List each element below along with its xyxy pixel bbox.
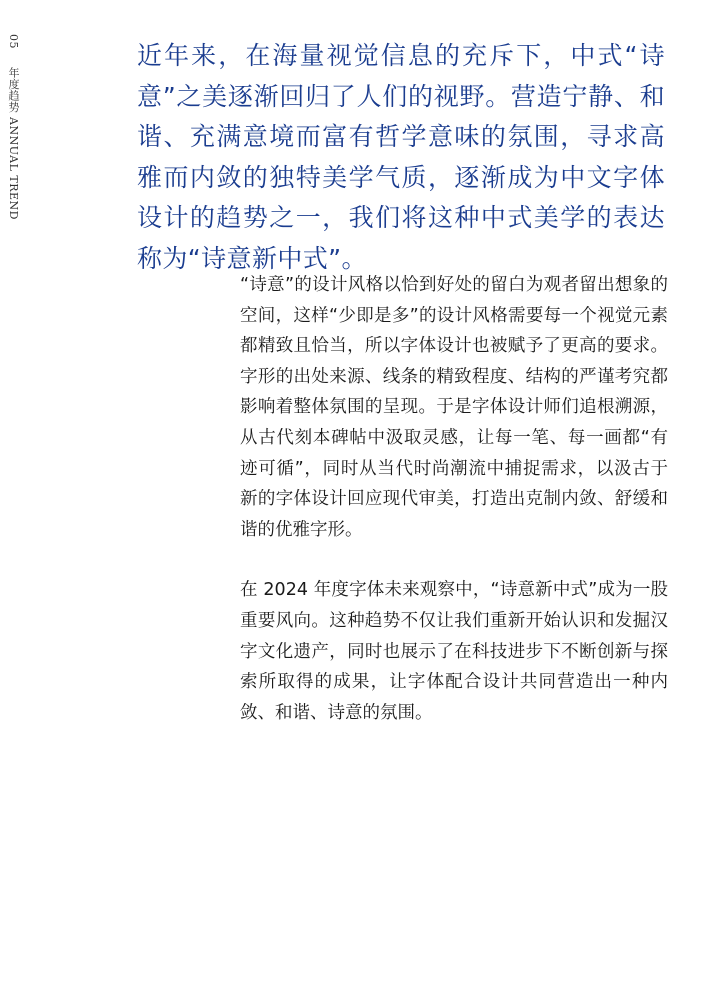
section-label: 年度趋势 ANNUAL TREND bbox=[7, 67, 20, 220]
page-number: 05 bbox=[7, 34, 20, 49]
body-paragraph-1: “诗意”的设计风格以恰到好处的留白为观者留出想象的空间，这样“少即是多”的设计风格需要每一个视觉元素都精致且恰当，所以字体设计也被赋予了更高的要求。字形的出处来源、线条的精致程度、结构的严谨考究都影响着整体氛围的呈现。于是字体设计师们追根溯源，从古代刻本碑帖中汲取灵感，让每一笔、每一画都“有迹可循”，同时从当代时尚潮流中捕捉需求，以汲古于新的字体设计回应现代审美，打造出克制内敛、舒缓和谐的优雅字形。 bbox=[240, 275, 668, 540]
body-paragraph-2: 在 2024 年度字体未来观察中，“诗意新中式”成为一股重要风向。这种趋势不仅让我们重新开始认识和发掘汉字文化遗产，同时也展示了在科技进步下不断创新与探索所取得的成果，让字体配合设计共同营造出一种内敛、和谐、诗意的氛围。 bbox=[240, 580, 668, 723]
running-header bbox=[6, 34, 20, 220]
body-text bbox=[240, 270, 668, 728]
lead-paragraph: 近年来，在海量视觉信息的充斥下，中式“诗意”之美逐渐回归了人们的视野。营造宁静、和谐、充满意境而富有哲学意味的氛围，寻求高雅而内敛的独特美学气质，逐渐成为中文字体设计的趋势之一，我们将这种中式美学的表达称为“诗意新中式”。 bbox=[137, 41, 665, 273]
